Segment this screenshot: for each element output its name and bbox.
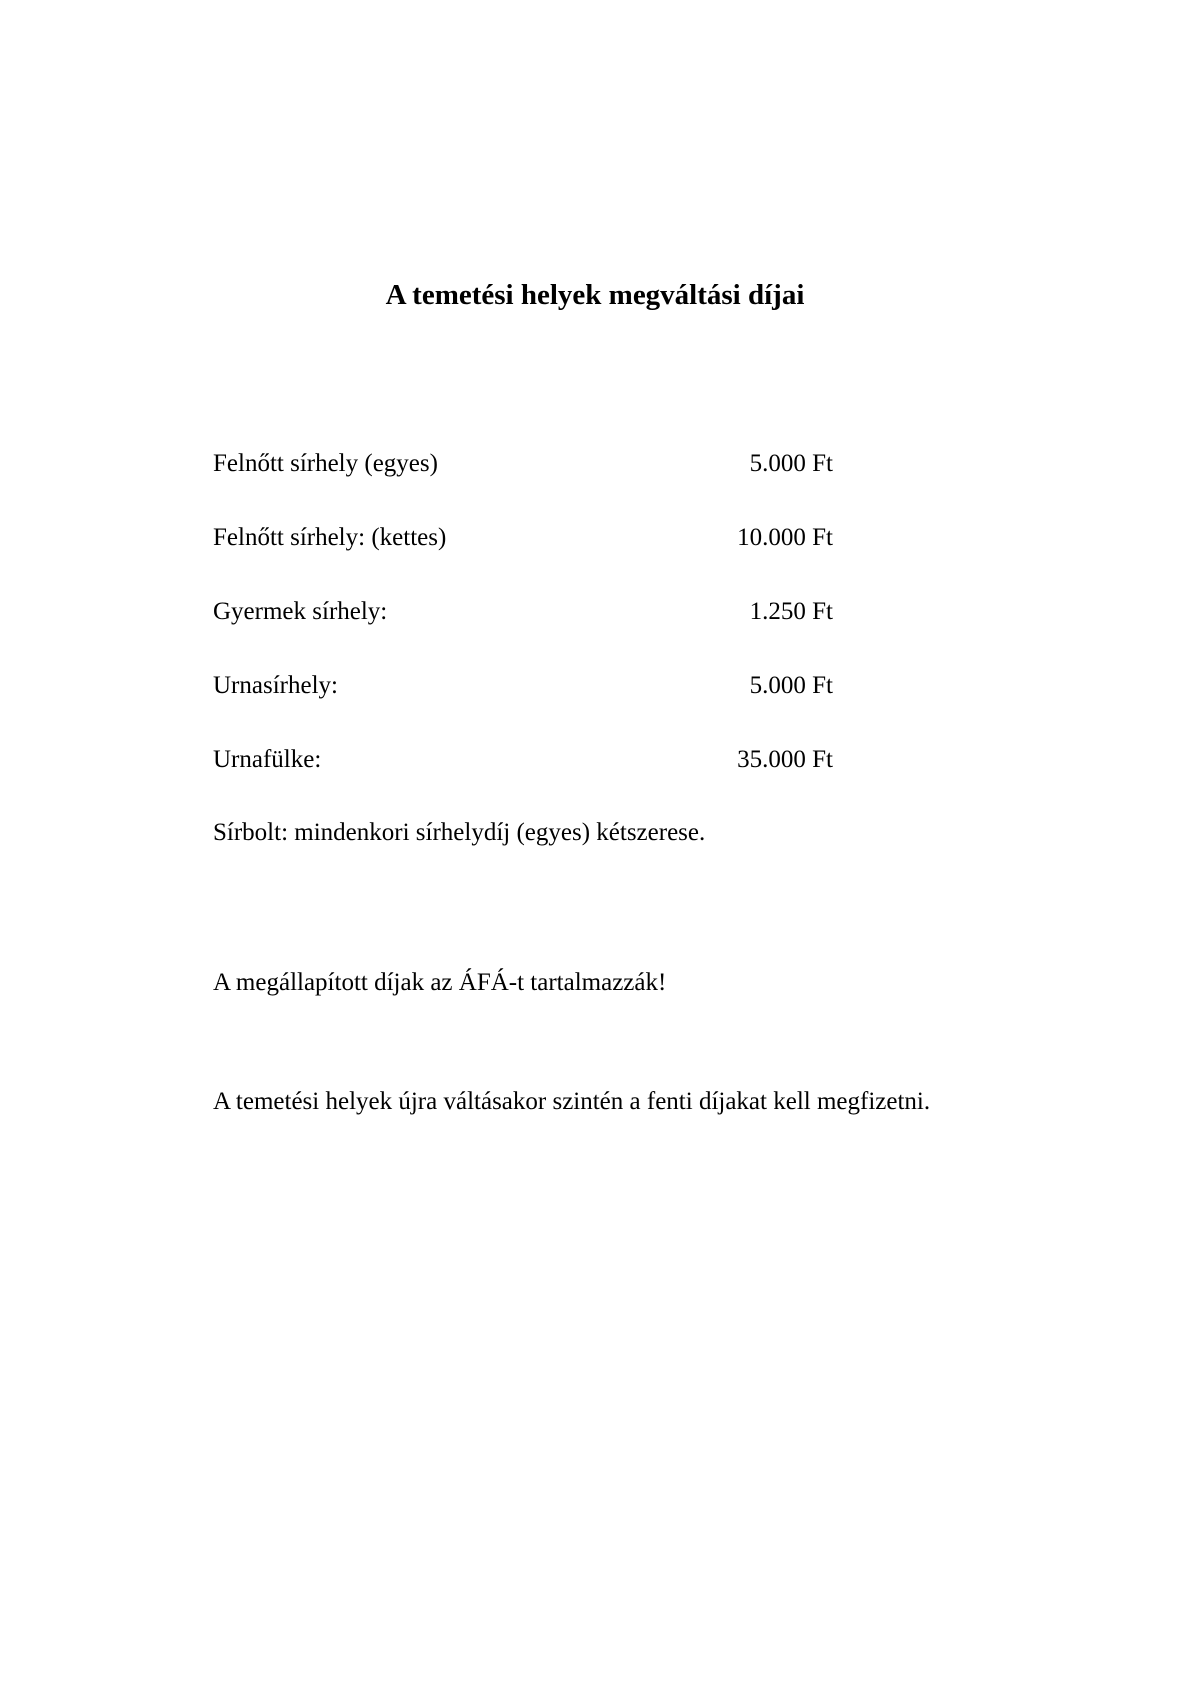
fee-label: Felnőtt sírhely: (kettes) bbox=[213, 524, 447, 551]
fee-label: Gyermek sírhely: bbox=[213, 598, 388, 625]
fee-label: Urnasírhely: bbox=[213, 672, 338, 699]
fee-label: Urnafülke: bbox=[213, 746, 322, 773]
fee-price: 10.000 Ft bbox=[737, 524, 833, 551]
page-title: A temetési helyek megváltási díjai bbox=[385, 279, 805, 312]
fee-row bbox=[213, 742, 833, 816]
fee-row bbox=[213, 446, 833, 520]
fee-price: 5.000 Ft bbox=[749, 672, 833, 699]
fee-row bbox=[213, 520, 833, 594]
renewal-note: A temetési helyek újra váltásakor szintén a fenti díjakat kell megfizetni. bbox=[213, 1088, 931, 1115]
fee-row bbox=[213, 594, 833, 668]
fee-row bbox=[213, 668, 833, 742]
fee-price: 5.000 Ft bbox=[749, 450, 833, 477]
fee-label: Felnőtt sírhely (egyes) bbox=[213, 450, 438, 477]
fee-price: 1.250 Ft bbox=[749, 598, 833, 625]
fee-list bbox=[213, 446, 833, 816]
fee-price: 35.000 Ft bbox=[737, 746, 833, 773]
sirbolt-note: Sírbolt: mindenkori sírhelydíj (egyes) kétszerese. bbox=[213, 819, 706, 846]
vat-note: A megállapított díjak az ÁFÁ-t tartalmazzák! bbox=[213, 969, 667, 996]
